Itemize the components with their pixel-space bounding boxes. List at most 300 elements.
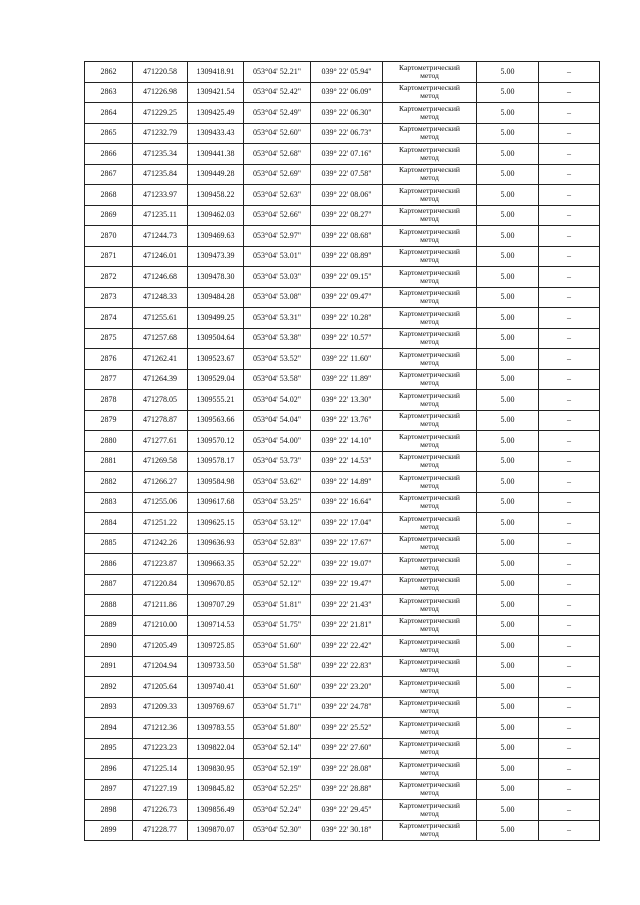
y-coordinate-cell: 1309783.55	[188, 718, 244, 739]
x-coordinate-cell: 471223.23	[133, 738, 188, 759]
table-row	[85, 308, 600, 329]
method-line-2: метод	[420, 173, 439, 183]
y-coordinate-cell: 1309845.82	[188, 779, 244, 800]
method-line-2: метод	[420, 767, 439, 777]
longitude-cell: 039° 22' 14.10"	[311, 431, 383, 452]
method-line-1: Картометрический	[399, 636, 460, 646]
method-cell	[383, 390, 477, 411]
point-number-cell: 2894	[85, 718, 133, 739]
method-line-2: метод	[420, 398, 439, 408]
accuracy-cell: 5.00	[477, 287, 539, 308]
longitude-cell: 039° 22' 28.08"	[311, 759, 383, 780]
method-line-1: Картометрический	[399, 513, 460, 523]
method-cell	[383, 328, 477, 349]
x-coordinate-cell: 471204.94	[133, 656, 188, 677]
point-number-cell: 2885	[85, 533, 133, 554]
accuracy-cell: 5.00	[477, 677, 539, 698]
accuracy-cell: 5.00	[477, 328, 539, 349]
table-row	[85, 328, 600, 349]
latitude-cell: 053°04' 53.03"	[244, 267, 311, 288]
method-cell	[383, 246, 477, 267]
point-number-cell: 2865	[85, 123, 133, 144]
latitude-cell: 053°04' 52.24"	[244, 800, 311, 821]
table-row	[85, 164, 600, 185]
note-cell: –	[539, 677, 600, 698]
point-number-cell: 2878	[85, 390, 133, 411]
table-row	[85, 472, 600, 493]
note-cell: –	[539, 328, 600, 349]
method-line-1: Картометрический	[399, 370, 460, 380]
method-line-2: метод	[420, 193, 439, 203]
point-number-cell: 2882	[85, 472, 133, 493]
method-line-1: Картометрический	[399, 595, 460, 605]
longitude-cell: 039° 22' 07.16"	[311, 144, 383, 165]
method-line-1: Картометрический	[399, 247, 460, 257]
longitude-cell: 039° 22' 10.28"	[311, 308, 383, 329]
y-coordinate-cell: 1309733.50	[188, 656, 244, 677]
method-line-1: Картометрический	[399, 575, 460, 585]
note-cell: –	[539, 697, 600, 718]
point-number-cell: 2889	[85, 615, 133, 636]
note-cell: –	[539, 533, 600, 554]
table-row	[85, 554, 600, 575]
longitude-cell: 039° 22' 08.68"	[311, 226, 383, 247]
table-row	[85, 410, 600, 431]
table-row	[85, 431, 600, 452]
point-number-cell: 2886	[85, 554, 133, 575]
accuracy-cell: 5.00	[477, 820, 539, 841]
point-number-cell: 2874	[85, 308, 133, 329]
method-line-1: Картометрический	[399, 267, 460, 277]
latitude-cell: 053°04' 54.02"	[244, 390, 311, 411]
x-coordinate-cell: 471225.14	[133, 759, 188, 780]
x-coordinate-cell: 471220.84	[133, 574, 188, 595]
x-coordinate-cell: 471226.98	[133, 82, 188, 103]
x-coordinate-cell: 471209.33	[133, 697, 188, 718]
method-line-1: Картометрический	[399, 657, 460, 667]
longitude-cell: 039° 22' 23.20"	[311, 677, 383, 698]
table-row	[85, 779, 600, 800]
y-coordinate-cell: 1309418.91	[188, 62, 244, 83]
longitude-cell: 039° 22' 07.58"	[311, 164, 383, 185]
latitude-cell: 053°04' 51.60"	[244, 677, 311, 698]
point-number-cell: 2880	[85, 431, 133, 452]
x-coordinate-cell: 471229.25	[133, 103, 188, 124]
method-line-2: метод	[420, 357, 439, 367]
method-line-2: метод	[420, 829, 439, 839]
y-coordinate-cell: 1309617.68	[188, 492, 244, 513]
y-coordinate-cell: 1309563.66	[188, 410, 244, 431]
latitude-cell: 053°04' 53.12"	[244, 513, 311, 534]
method-cell	[383, 205, 477, 226]
accuracy-cell: 5.00	[477, 574, 539, 595]
table-row	[85, 636, 600, 657]
latitude-cell: 053°04' 53.38"	[244, 328, 311, 349]
longitude-cell: 039° 22' 10.57"	[311, 328, 383, 349]
method-cell	[383, 369, 477, 390]
method-line-1: Картометрический	[399, 62, 460, 72]
method-line-1: Картометрический	[399, 452, 460, 462]
point-number-cell: 2872	[85, 267, 133, 288]
method-line-2: метод	[420, 521, 439, 531]
x-coordinate-cell: 471226.73	[133, 800, 188, 821]
note-cell: –	[539, 656, 600, 677]
point-number-cell: 2862	[85, 62, 133, 83]
point-number-cell: 2873	[85, 287, 133, 308]
accuracy-cell: 5.00	[477, 615, 539, 636]
method-line-1: Картометрический	[399, 534, 460, 544]
x-coordinate-cell: 471269.58	[133, 451, 188, 472]
note-cell: –	[539, 308, 600, 329]
note-cell: –	[539, 349, 600, 370]
note-cell: –	[539, 615, 600, 636]
point-number-cell: 2870	[85, 226, 133, 247]
y-coordinate-cell: 1309870.07	[188, 820, 244, 841]
method-line-1: Картометрический	[399, 349, 460, 359]
longitude-cell: 039° 22' 08.89"	[311, 246, 383, 267]
method-line-1: Картометрический	[399, 780, 460, 790]
x-coordinate-cell: 471223.87	[133, 554, 188, 575]
latitude-cell: 053°04' 52.63"	[244, 185, 311, 206]
table-row	[85, 390, 600, 411]
table-row	[85, 574, 600, 595]
method-line-1: Картометрический	[399, 288, 460, 298]
note-cell: –	[539, 164, 600, 185]
note-cell: –	[539, 205, 600, 226]
point-number-cell: 2868	[85, 185, 133, 206]
method-cell	[383, 103, 477, 124]
note-cell: –	[539, 287, 600, 308]
accuracy-cell: 5.00	[477, 410, 539, 431]
method-line-1: Картометрический	[399, 554, 460, 564]
note-cell: –	[539, 267, 600, 288]
x-coordinate-cell: 471246.01	[133, 246, 188, 267]
y-coordinate-cell: 1309504.64	[188, 328, 244, 349]
point-number-cell: 2888	[85, 595, 133, 616]
latitude-cell: 053°04' 54.04"	[244, 410, 311, 431]
point-number-cell: 2895	[85, 738, 133, 759]
method-cell	[383, 513, 477, 534]
note-cell: –	[539, 390, 600, 411]
y-coordinate-cell: 1309584.98	[188, 472, 244, 493]
latitude-cell: 053°04' 52.22"	[244, 554, 311, 575]
method-line-2: метод	[420, 70, 439, 80]
method-cell	[383, 308, 477, 329]
accuracy-cell: 5.00	[477, 697, 539, 718]
method-line-1: Картометрический	[399, 390, 460, 400]
y-coordinate-cell: 1309478.30	[188, 267, 244, 288]
method-line-1: Картометрический	[399, 759, 460, 769]
x-coordinate-cell: 471251.22	[133, 513, 188, 534]
y-coordinate-cell: 1309441.38	[188, 144, 244, 165]
table-row	[85, 677, 600, 698]
point-number-cell: 2869	[85, 205, 133, 226]
y-coordinate-cell: 1309570.12	[188, 431, 244, 452]
longitude-cell: 039° 22' 21.81"	[311, 615, 383, 636]
latitude-cell: 053°04' 53.01"	[244, 246, 311, 267]
accuracy-cell: 5.00	[477, 164, 539, 185]
accuracy-cell: 5.00	[477, 718, 539, 739]
point-number-cell: 2890	[85, 636, 133, 657]
table-row	[85, 492, 600, 513]
table-row	[85, 718, 600, 739]
method-line-2: метод	[420, 255, 439, 265]
method-line-2: метод	[420, 747, 439, 757]
note-cell: –	[539, 800, 600, 821]
point-number-cell: 2864	[85, 103, 133, 124]
latitude-cell: 053°04' 53.73"	[244, 451, 311, 472]
note-cell: –	[539, 62, 600, 83]
method-line-2: метод	[420, 685, 439, 695]
y-coordinate-cell: 1309636.93	[188, 533, 244, 554]
method-line-2: метод	[420, 316, 439, 326]
x-coordinate-cell: 471211.86	[133, 595, 188, 616]
point-number-cell: 2897	[85, 779, 133, 800]
method-line-2: метод	[420, 562, 439, 572]
accuracy-cell: 5.00	[477, 185, 539, 206]
method-cell	[383, 636, 477, 657]
method-line-1: Картометрический	[399, 698, 460, 708]
x-coordinate-cell: 471233.97	[133, 185, 188, 206]
accuracy-cell: 5.00	[477, 62, 539, 83]
y-coordinate-cell: 1309529.04	[188, 369, 244, 390]
longitude-cell: 039° 22' 06.30"	[311, 103, 383, 124]
y-coordinate-cell: 1309433.43	[188, 123, 244, 144]
method-cell	[383, 62, 477, 83]
method-line-2: метод	[420, 542, 439, 552]
method-line-1: Картометрический	[399, 165, 460, 175]
y-coordinate-cell: 1309707.29	[188, 595, 244, 616]
x-coordinate-cell: 471212.36	[133, 718, 188, 739]
point-number-cell: 2876	[85, 349, 133, 370]
method-line-2: метод	[420, 111, 439, 121]
method-cell	[383, 492, 477, 513]
longitude-cell: 039° 22' 17.04"	[311, 513, 383, 534]
method-line-2: метод	[420, 296, 439, 306]
note-cell: –	[539, 554, 600, 575]
accuracy-cell: 5.00	[477, 246, 539, 267]
note-cell: –	[539, 492, 600, 513]
table-row	[85, 185, 600, 206]
method-line-2: метод	[420, 726, 439, 736]
y-coordinate-cell: 1309458.22	[188, 185, 244, 206]
method-line-1: Картометрический	[399, 329, 460, 339]
note-cell: –	[539, 738, 600, 759]
note-cell: –	[539, 472, 600, 493]
longitude-cell: 039° 22' 05.94"	[311, 62, 383, 83]
x-coordinate-cell: 471228.77	[133, 820, 188, 841]
method-cell	[383, 267, 477, 288]
method-cell	[383, 533, 477, 554]
longitude-cell: 039° 22' 19.47"	[311, 574, 383, 595]
y-coordinate-cell: 1309449.28	[188, 164, 244, 185]
longitude-cell: 039° 22' 21.43"	[311, 595, 383, 616]
table-row	[85, 451, 600, 472]
x-coordinate-cell: 471244.73	[133, 226, 188, 247]
latitude-cell: 053°04' 52.30"	[244, 820, 311, 841]
method-cell	[383, 349, 477, 370]
longitude-cell: 039° 22' 29.45"	[311, 800, 383, 821]
latitude-cell: 053°04' 51.60"	[244, 636, 311, 657]
y-coordinate-cell: 1309523.67	[188, 349, 244, 370]
note-cell: –	[539, 410, 600, 431]
x-coordinate-cell: 471242.26	[133, 533, 188, 554]
note-cell: –	[539, 779, 600, 800]
method-line-1: Картометрический	[399, 431, 460, 441]
point-number-cell: 2875	[85, 328, 133, 349]
longitude-cell: 039° 22' 08.27"	[311, 205, 383, 226]
latitude-cell: 053°04' 52.19"	[244, 759, 311, 780]
point-number-cell: 2893	[85, 697, 133, 718]
table-row	[85, 103, 600, 124]
note-cell: –	[539, 513, 600, 534]
method-line-1: Картометрический	[399, 124, 460, 134]
method-line-2: метод	[420, 439, 439, 449]
longitude-cell: 039° 22' 28.88"	[311, 779, 383, 800]
table-body	[85, 62, 600, 841]
point-number-cell: 2896	[85, 759, 133, 780]
x-coordinate-cell: 471235.84	[133, 164, 188, 185]
accuracy-cell: 5.00	[477, 369, 539, 390]
coordinates-table	[84, 61, 600, 841]
method-cell	[383, 738, 477, 759]
point-number-cell: 2884	[85, 513, 133, 534]
accuracy-cell: 5.00	[477, 738, 539, 759]
method-line-1: Картометрический	[399, 739, 460, 749]
note-cell: –	[539, 82, 600, 103]
note-cell: –	[539, 185, 600, 206]
accuracy-cell: 5.00	[477, 82, 539, 103]
longitude-cell: 039° 22' 14.89"	[311, 472, 383, 493]
accuracy-cell: 5.00	[477, 492, 539, 513]
method-cell	[383, 677, 477, 698]
method-line-2: метод	[420, 624, 439, 634]
method-cell	[383, 410, 477, 431]
x-coordinate-cell: 471255.06	[133, 492, 188, 513]
accuracy-cell: 5.00	[477, 308, 539, 329]
note-cell: –	[539, 369, 600, 390]
x-coordinate-cell: 471210.00	[133, 615, 188, 636]
method-line-2: метод	[420, 152, 439, 162]
accuracy-cell: 5.00	[477, 595, 539, 616]
longitude-cell: 039° 22' 22.83"	[311, 656, 383, 677]
table-row	[85, 349, 600, 370]
method-line-2: метод	[420, 91, 439, 101]
longitude-cell: 039° 22' 19.07"	[311, 554, 383, 575]
x-coordinate-cell: 471246.68	[133, 267, 188, 288]
accuracy-cell: 5.00	[477, 513, 539, 534]
longitude-cell: 039° 22' 13.30"	[311, 390, 383, 411]
method-line-2: метод	[420, 788, 439, 798]
accuracy-cell: 5.00	[477, 800, 539, 821]
y-coordinate-cell: 1309769.67	[188, 697, 244, 718]
accuracy-cell: 5.00	[477, 759, 539, 780]
latitude-cell: 053°04' 53.25"	[244, 492, 311, 513]
note-cell: –	[539, 103, 600, 124]
method-cell	[383, 144, 477, 165]
method-cell	[383, 697, 477, 718]
method-line-2: метод	[420, 234, 439, 244]
accuracy-cell: 5.00	[477, 103, 539, 124]
note-cell: –	[539, 820, 600, 841]
table-row	[85, 513, 600, 534]
point-number-cell: 2891	[85, 656, 133, 677]
x-coordinate-cell: 471220.58	[133, 62, 188, 83]
note-cell: –	[539, 226, 600, 247]
point-number-cell: 2881	[85, 451, 133, 472]
table-row	[85, 62, 600, 83]
table-row	[85, 656, 600, 677]
method-line-2: метод	[420, 214, 439, 224]
accuracy-cell: 5.00	[477, 554, 539, 575]
method-line-2: метод	[420, 808, 439, 818]
method-line-2: метод	[420, 132, 439, 142]
y-coordinate-cell: 1309625.15	[188, 513, 244, 534]
y-coordinate-cell: 1309663.35	[188, 554, 244, 575]
method-cell	[383, 800, 477, 821]
table-row	[85, 82, 600, 103]
method-line-2: метод	[420, 665, 439, 675]
accuracy-cell: 5.00	[477, 267, 539, 288]
table-row	[85, 533, 600, 554]
point-number-cell: 2863	[85, 82, 133, 103]
latitude-cell: 053°04' 53.31"	[244, 308, 311, 329]
x-coordinate-cell: 471264.39	[133, 369, 188, 390]
table-row	[85, 267, 600, 288]
accuracy-cell: 5.00	[477, 636, 539, 657]
method-line-2: метод	[420, 275, 439, 285]
table-row	[85, 226, 600, 247]
table-row	[85, 144, 600, 165]
accuracy-cell: 5.00	[477, 390, 539, 411]
table-row	[85, 820, 600, 841]
method-cell	[383, 164, 477, 185]
accuracy-cell: 5.00	[477, 656, 539, 677]
method-line-2: метод	[420, 706, 439, 716]
longitude-cell: 039° 22' 16.64"	[311, 492, 383, 513]
method-line-2: метод	[420, 419, 439, 429]
table-row	[85, 759, 600, 780]
longitude-cell: 039° 22' 30.18"	[311, 820, 383, 841]
latitude-cell: 053°04' 51.81"	[244, 595, 311, 616]
x-coordinate-cell: 471262.41	[133, 349, 188, 370]
method-cell	[383, 472, 477, 493]
note-cell: –	[539, 636, 600, 657]
longitude-cell: 039° 22' 22.42"	[311, 636, 383, 657]
note-cell: –	[539, 431, 600, 452]
latitude-cell: 053°04' 51.58"	[244, 656, 311, 677]
accuracy-cell: 5.00	[477, 533, 539, 554]
latitude-cell: 053°04' 52.25"	[244, 779, 311, 800]
method-cell	[383, 451, 477, 472]
method-line-2: метод	[420, 480, 439, 490]
method-line-2: метод	[420, 460, 439, 470]
method-line-2: метод	[420, 501, 439, 511]
method-line-1: Картометрический	[399, 185, 460, 195]
table-row	[85, 287, 600, 308]
y-coordinate-cell: 1309822.04	[188, 738, 244, 759]
accuracy-cell: 5.00	[477, 472, 539, 493]
latitude-cell: 053°04' 52.14"	[244, 738, 311, 759]
accuracy-cell: 5.00	[477, 205, 539, 226]
method-line-1: Картометрический	[399, 821, 460, 831]
latitude-cell: 053°04' 52.21"	[244, 62, 311, 83]
method-cell	[383, 431, 477, 452]
table-row	[85, 205, 600, 226]
point-number-cell: 2877	[85, 369, 133, 390]
y-coordinate-cell: 1309578.17	[188, 451, 244, 472]
longitude-cell: 039° 22' 11.60"	[311, 349, 383, 370]
